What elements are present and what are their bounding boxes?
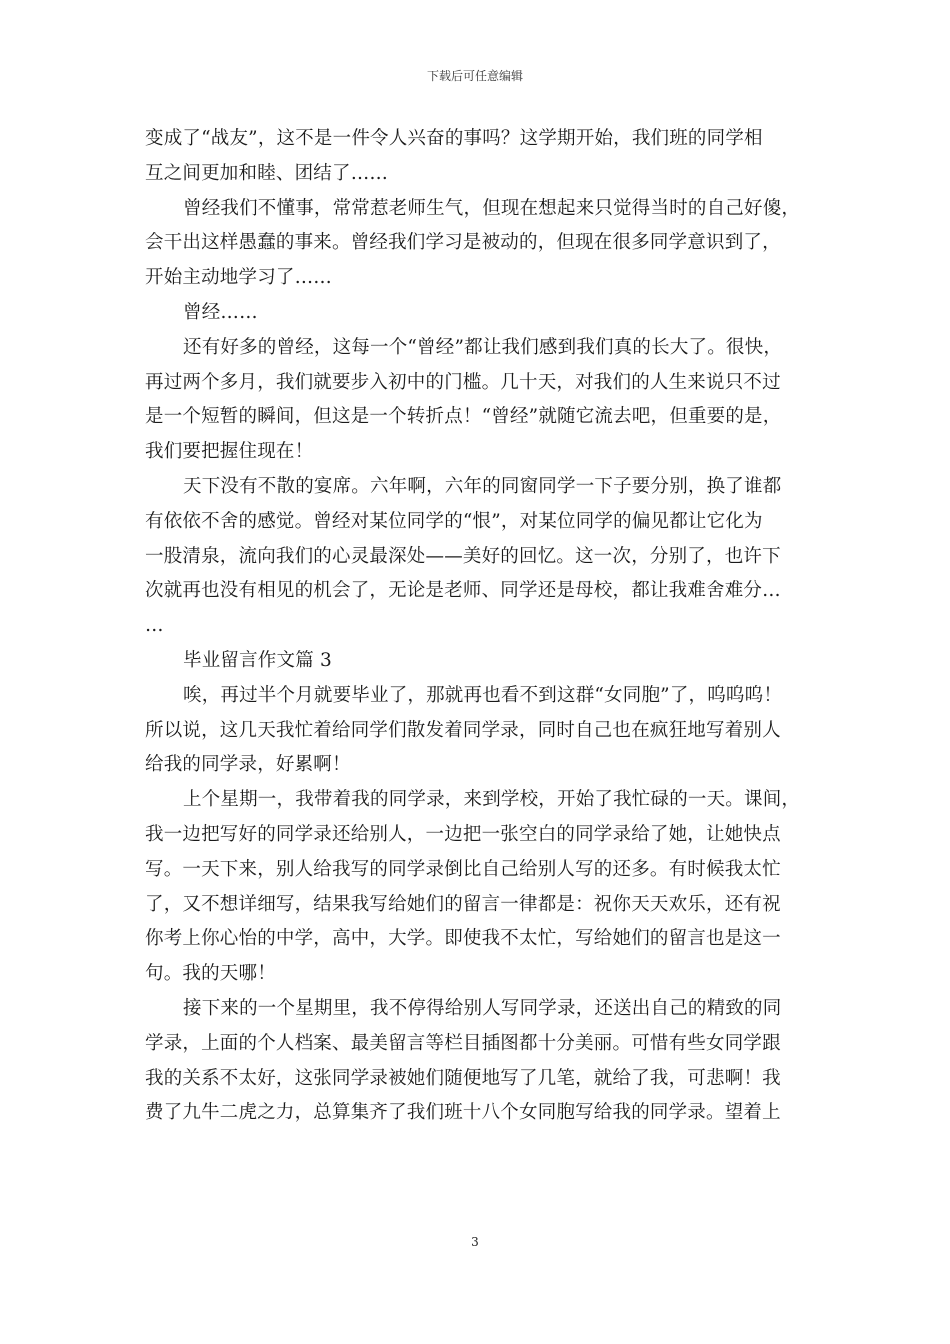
text-line: 上个星期一，我带着我的同学录，来到学校，开始了我忙碌的一天。课间， [183, 789, 801, 811]
page-number: 3 [471, 1235, 479, 1249]
document-body [145, 122, 807, 1131]
text-line: 所以说，这几天我忙着给同学们散发着同学录，同时自己也在疯狂地写着别人 [145, 719, 781, 741]
text-line: 曾经我们不懂事，常常惹老师生气，但现在想起来只觉得当时的自己好傻， [183, 197, 801, 219]
text-line: 你考上你心怡的中学，高中，大学。即使我不太忙，写给她们的留言也是这一 [145, 928, 781, 950]
text-line: 句。我的天哪！ [145, 963, 276, 985]
text-line: … [145, 615, 164, 637]
text-line: 是一个短暂的瞬间，但这是一个转折点！“曾经”就随它流去吧，但重要的是， [145, 406, 782, 428]
text-line: 我们要把握住现在！ [145, 441, 314, 463]
text-line: 我一边把写好的同学录还给别人，一边把一张空白的同学录给了她，让她快点 [145, 823, 781, 845]
text-line: 一股清泉，流向我们的心灵最深处——美好的回忆。这一次，分别了，也许下 [145, 545, 781, 567]
text-line: 接下来的一个星期里，我不停得给别人写同学录，还送出自己的精致的同 [183, 997, 782, 1019]
text-line: 还有好多的曾经，这每一个“曾经”都让我们感到我们真的长大了。很快， [183, 336, 783, 358]
text-line: 费了九牛二虎之力，总算集齐了我们班十八个女同胞写给我的同学录。望着上 [145, 1102, 781, 1124]
text-line: 了，又不想详细写，结果我写给她们的留言一律都是：祝你天天欢乐，还有祝 [145, 893, 781, 915]
text-line: 变成了“战友”，这不是一件令人兴奋的事吗？这学期开始，我们班的同学相 [145, 128, 763, 149]
text-line: 学录，上面的个人档案、最美留言等栏目插图都十分美丽。可惜有些女同学跟 [145, 1032, 781, 1054]
text-line: 给我的同学录，好累啊！ [145, 754, 351, 776]
text-line: 唉，再过半个月就要毕业了，那就再也看不到这群“女同胞”了，呜呜呜！ [183, 684, 783, 706]
text-line: 有依依不舍的感觉。曾经对某位同学的“恨”，对某位同学的偏见都让它化为 [145, 510, 763, 532]
page-header: 下载后可任意编辑 [426, 69, 523, 83]
text-line: 次就再也没有相见的机会了，无论是老师、同学还是母校，都让我难舍难分… [145, 580, 781, 602]
text-line: 再过两个多月，我们就要步入初中的门槛。几十天，对我们的人生来说只不过 [145, 371, 781, 393]
text-line: 曾经…… [183, 301, 258, 323]
text-line: 开始主动地学习了…… [145, 267, 333, 289]
text-line: 互之间更加和睦、团结了…… [145, 162, 389, 184]
text-line: 写。一天下来，别人给我写的同学录倒比自己给别人写的还多。有时候我太忙 [145, 858, 781, 880]
text-line: 会干出这样愚蠢的事来。曾经我们学习是被动的，但现在很多同学意识到了， [145, 232, 781, 254]
text-line: 毕业留言作文篇 3 [183, 649, 332, 671]
text-line: 我的关系不太好，这张同学录被她们随便地写了几笔，就给了我，可悲啊！我 [145, 1067, 781, 1089]
text-line: 天下没有不散的宴席。六年啊，六年的同窗同学一下子要分别，换了谁都 [183, 475, 782, 497]
